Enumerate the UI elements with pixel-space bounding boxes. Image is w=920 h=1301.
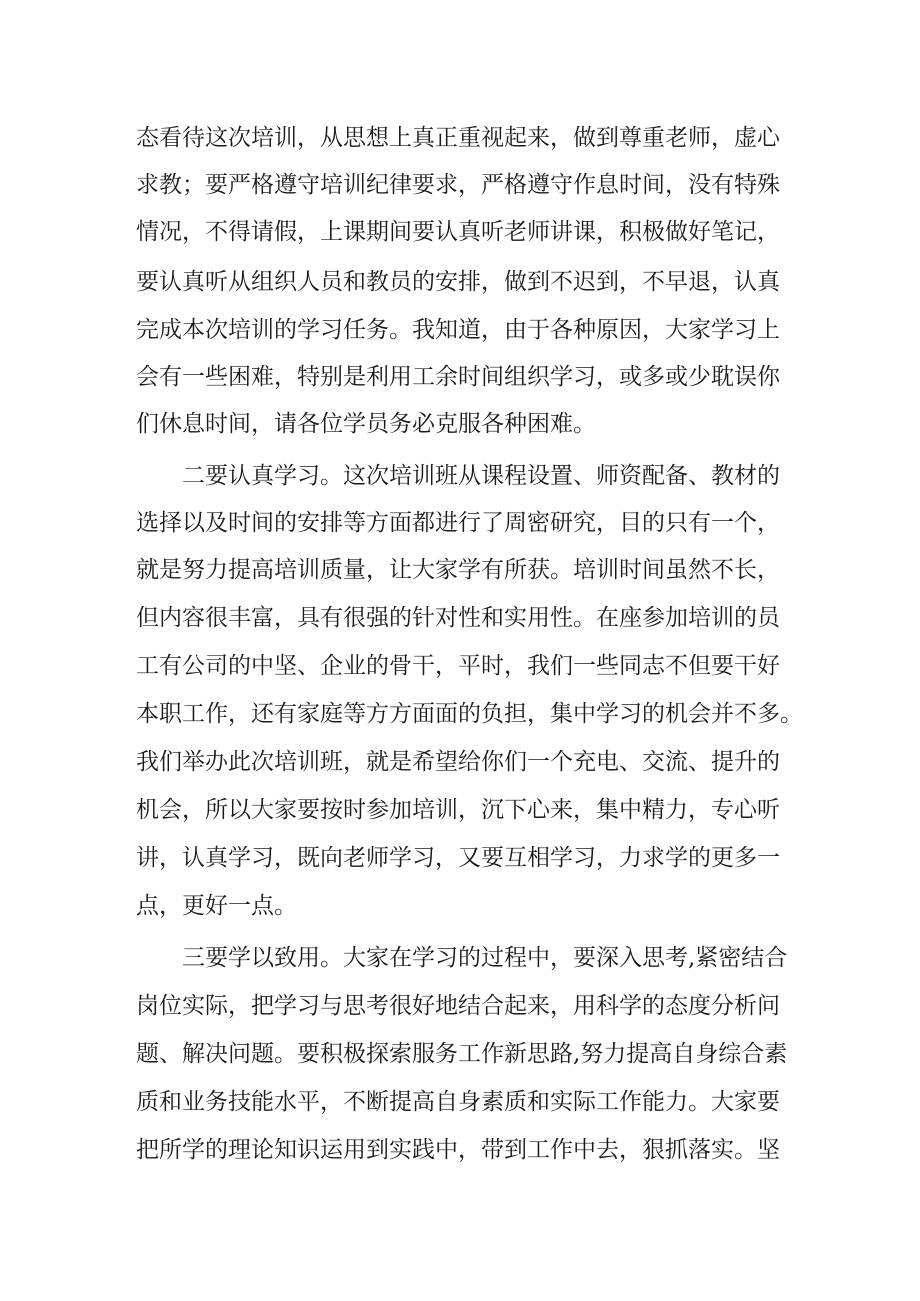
text-line: 选择以及时间的安排等方面都进行了周密研究，目的只有一个，: [136, 510, 780, 536]
text-line: 我们举办此次培训班，就是希望给你们一个充电、交流、提升的: [136, 749, 780, 775]
text-line: 质和业务技能水平，不断提高自身素质和实际工作能力。大家要: [136, 1089, 780, 1115]
text-line: 但内容很丰富，具有很强的针对性和实用性。在座参加培训的员: [136, 605, 780, 631]
text-line: 会有一些困难，特别是利用工余时间组织学习，或多或少耽误你: [136, 364, 780, 390]
text-line: 讲，认真学习，既向老师学习，又要互相学习，力求学的更多一: [136, 845, 780, 871]
text-line: 本职工作，还有家庭等方方面面的负担，集中学习的机会并不多。: [136, 701, 803, 727]
text-line: 岗位实际，把学习与思考很好地结合起来，用科学的态度分析问: [136, 993, 780, 1019]
text-line: 们休息时间，请各位学员务必克服各种困难。: [136, 411, 596, 437]
text-line: 工有公司的中坚、企业的骨干，平时，我们一些同志不但要干好: [136, 653, 780, 679]
text-line: 求教；要严格遵守培训纪律要求，严格遵守作息时间，没有特殊: [136, 172, 780, 198]
text-line: 要认真听从组织人员和教员的安排，做到不迟到，不早退，认真: [136, 269, 780, 295]
text-line: 态看待这次培训，从思想上真正重视起来，做到尊重老师，虚心: [136, 125, 780, 151]
paragraph-start-line: 二要认真学习。这次培训班从课程设置、师资配备、教材的: [182, 463, 780, 489]
text-line: 机会，所以大家要按时参加培训，沉下心来，集中精力，专心听: [136, 797, 780, 823]
text-line: 情况，不得请假，上课期间要认真听老师讲课，积极做好笔记，: [136, 219, 780, 245]
paragraph-start-line: 三要学以致用。大家在学习的过程中，要深入思考,紧密结合: [182, 945, 788, 971]
text-line: 点，更好一点。: [136, 893, 297, 919]
text-line: 就是努力提高培训质量，让大家学有所获。培训时间虽然不长，: [136, 557, 780, 583]
text-line: 把所学的理论知识运用到实践中，带到工作中去，狠抓落实。坚: [136, 1137, 780, 1163]
text-line: 完成本次培训的学习任务。我知道，由于各种原因，大家学习上: [136, 317, 780, 343]
text-line: 题、解决问题。要积极探索服务工作新思路,努力提高自身综合素: [136, 1041, 788, 1067]
